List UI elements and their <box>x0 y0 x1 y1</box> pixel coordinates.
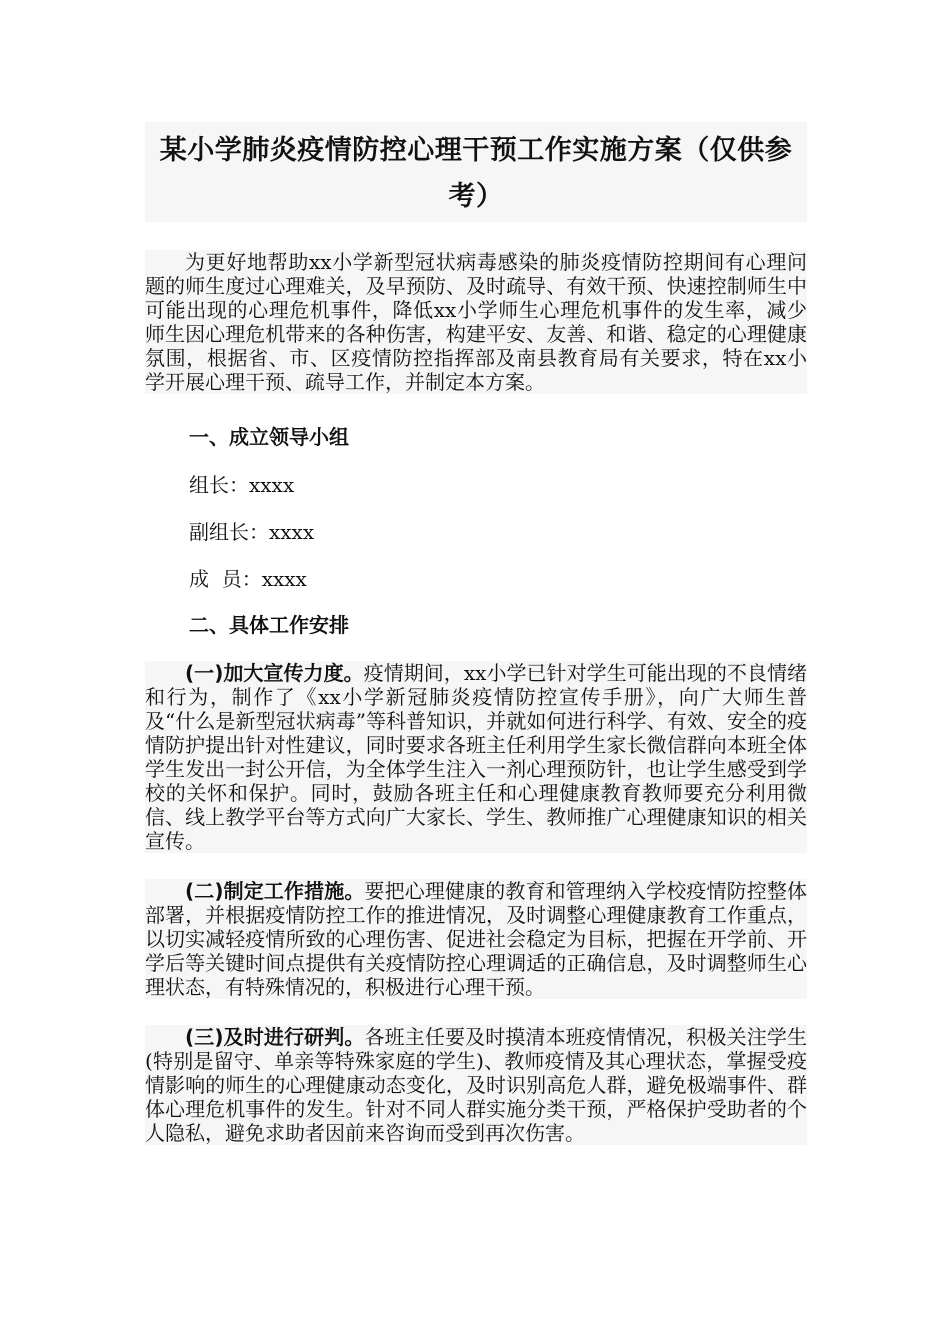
deputy-leader: 副组长：xxxx <box>189 520 315 544</box>
section-heading-arrangements: 二、具体工作安排 <box>189 613 349 637</box>
document-title: 某小学肺炎疫情防控心理干预工作实施方案（仅供参考） <box>145 122 807 222</box>
arrangement-text: 要把心理健康的教育和管理纳入学校疫情防控整体部署，并根据疫情防控工作的推进情况，及时调整心理健康教育工作重点，以切实减轻疫情所致的心理伤害、促进社会稳定为目标，把握在开学前、开学后等关键时间点提供有关疫情防控心理调适的正确信息，及时调整师生心理状态，有特殊情况的，积极进行心理干预。 <box>145 879 808 999</box>
arrangement-text: 各班主任要及时摸清本班疫情情况，积极关注学生(特别是留守、单亲等特殊家庭的学生)、教师疫情及其心理状态，掌握受疫情影响的师生的心理健康动态变化，及时识别高危人群，避免极端事件、群体心理危机事件的发生。针对不同人群实施分类干预，严格保护受助者的个人隐私，避免求助者因前来咨询而受到再次伤害。 <box>145 1025 808 1145</box>
arrangement-lead: (一)加大宣传力度。 <box>185 661 364 685</box>
arrangement-item-measures <box>145 879 807 999</box>
arrangement-text: 疫情期间，xx小学已针对学生可能出现的不良情绪和行为，制作了《xx小学新冠肺炎疫情防控宣传手册》，向广大师生普及“什么是新型冠状病毒”等科普知识，并就如何进行科学、有效、安全的疫情防护提出针对性建议，同时要求各班主任利用学生家长微信群向本班全体学生发出一封公开信，为全体学生注入一剂心理预防针，也让学生感受到学校的关怀和保护。同时，鼓励各班主任和心理健康教育教师要充分利用微信、线上教学平台等方式向广大家长、学生、教师推广心理健康知识的相关宣传。 <box>145 661 807 853</box>
arrangement-item-publicity <box>145 661 807 853</box>
arrangement-lead: (三)及时进行研判。 <box>185 1025 365 1049</box>
group-members: 成 员：xxxx <box>189 567 307 591</box>
arrangement-lead: (二)制定工作措施。 <box>185 879 365 903</box>
document-body <box>145 122 807 1145</box>
group-leader: 组长：xxxx <box>189 473 295 497</box>
section-heading-leadership: 一、成立领导小组 <box>189 425 349 449</box>
intro-paragraph: 为更好地帮助xx小学新型冠状病毒感染的肺炎疫情防控期间有心理问题的师生度过心理难关，及早预防、及时疏导、有效干预、快速控制师生中可能出现的心理危机事件，降低xx小学师生心理危机事件的发生率，减少师生因心理危机带来的各种伤害，构建平安、友善、和谐、稳定的心理健康氛围，根据省、市、区疫情防控指挥部及南县教育局有关要求，特在xx小学开展心理干预、疏导工作，并制定本方案。 <box>145 250 807 394</box>
arrangement-item-assessment <box>145 1025 807 1145</box>
